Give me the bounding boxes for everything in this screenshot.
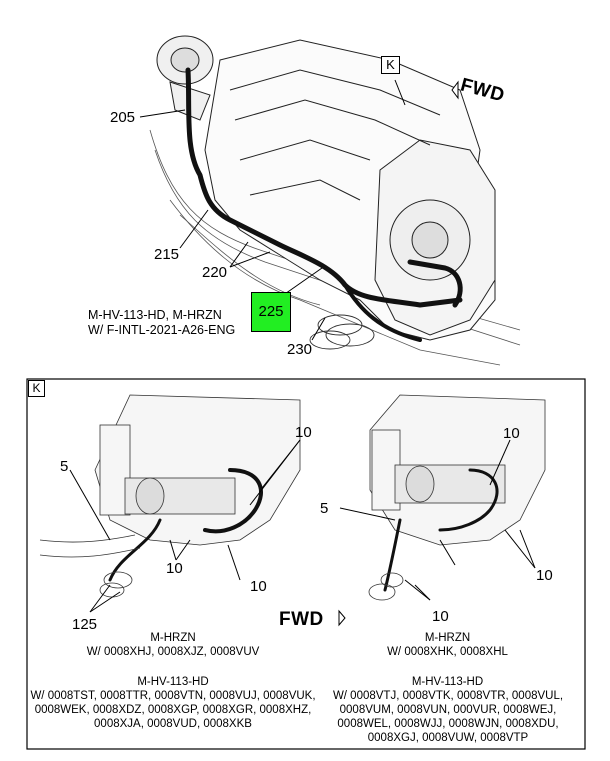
upper-caption-line1: M-HV-113-HD, M-HRZN — [88, 308, 222, 322]
view-marker-k: K — [381, 56, 400, 74]
left-callout-10-bottom: 10 — [166, 560, 183, 577]
left-detail-illustration — [95, 395, 300, 545]
left-caption-codes: W/ 0008XHJ, 0008XJZ, 0008VUV — [86, 646, 260, 658]
detail-forward-label: FWD — [279, 609, 324, 630]
upper-caption-line2: W/ F-INTL-2021-A26-ENG — [88, 323, 236, 337]
right-callout-5: 5 — [320, 500, 329, 517]
left-callout-10-top: 10 — [295, 424, 312, 441]
callout-205: 205 — [110, 109, 136, 126]
left-callout-5: 5 — [60, 458, 69, 475]
left-caption2-codes: W/ 0008TST, 0008TTR, 0008VTN, 0008VUJ, 0008VUK, 0008WEK, 0008XDZ, 0008XGP, 0008XGR, 0008XHZ, 0008XJA, 0008VUD, 0008XKB — [30, 690, 316, 730]
forward-label: FWD — [458, 74, 507, 107]
callout-220: 220 — [202, 264, 228, 281]
right-detail-illustration — [370, 395, 545, 545]
callout-230: 230 — [287, 341, 313, 358]
left-callout-125: 125 — [72, 616, 98, 633]
right-callout-10-right: 10 — [536, 567, 553, 584]
right-caption-codes: W/ 0008XHK, 0008XHL — [387, 646, 508, 658]
callout-225-highlight[interactable]: 225 — [251, 292, 291, 332]
compressor — [157, 36, 213, 120]
left-callout-10-right: 10 — [250, 578, 267, 595]
fwd-arrow-icon — [339, 611, 345, 625]
detail-view-marker-k: K — [28, 380, 45, 397]
right-callout-10-top: 10 — [503, 425, 520, 442]
right-caption2-model: M-HV-113-HD — [411, 676, 484, 688]
callout-215: 215 — [154, 246, 180, 263]
right-callout-10-bottom: 10 — [432, 608, 449, 625]
right-caption-model: M-HRZN — [424, 632, 471, 644]
right-caption2-codes: W/ 0008VTJ, 0008VTK, 0008VTR, 0008VUL, 0008VUM, 0008VUN, 000VUR, 0008WEJ, 0008WEL, 0008WJJ, 0008WJN, 0008XDU, 0008XGJ, 0008VUW, 0008VTP — [332, 690, 564, 744]
left-caption2-model: M-HV-113-HD — [137, 676, 209, 688]
left-caption-model: M-HRZN — [150, 632, 196, 644]
